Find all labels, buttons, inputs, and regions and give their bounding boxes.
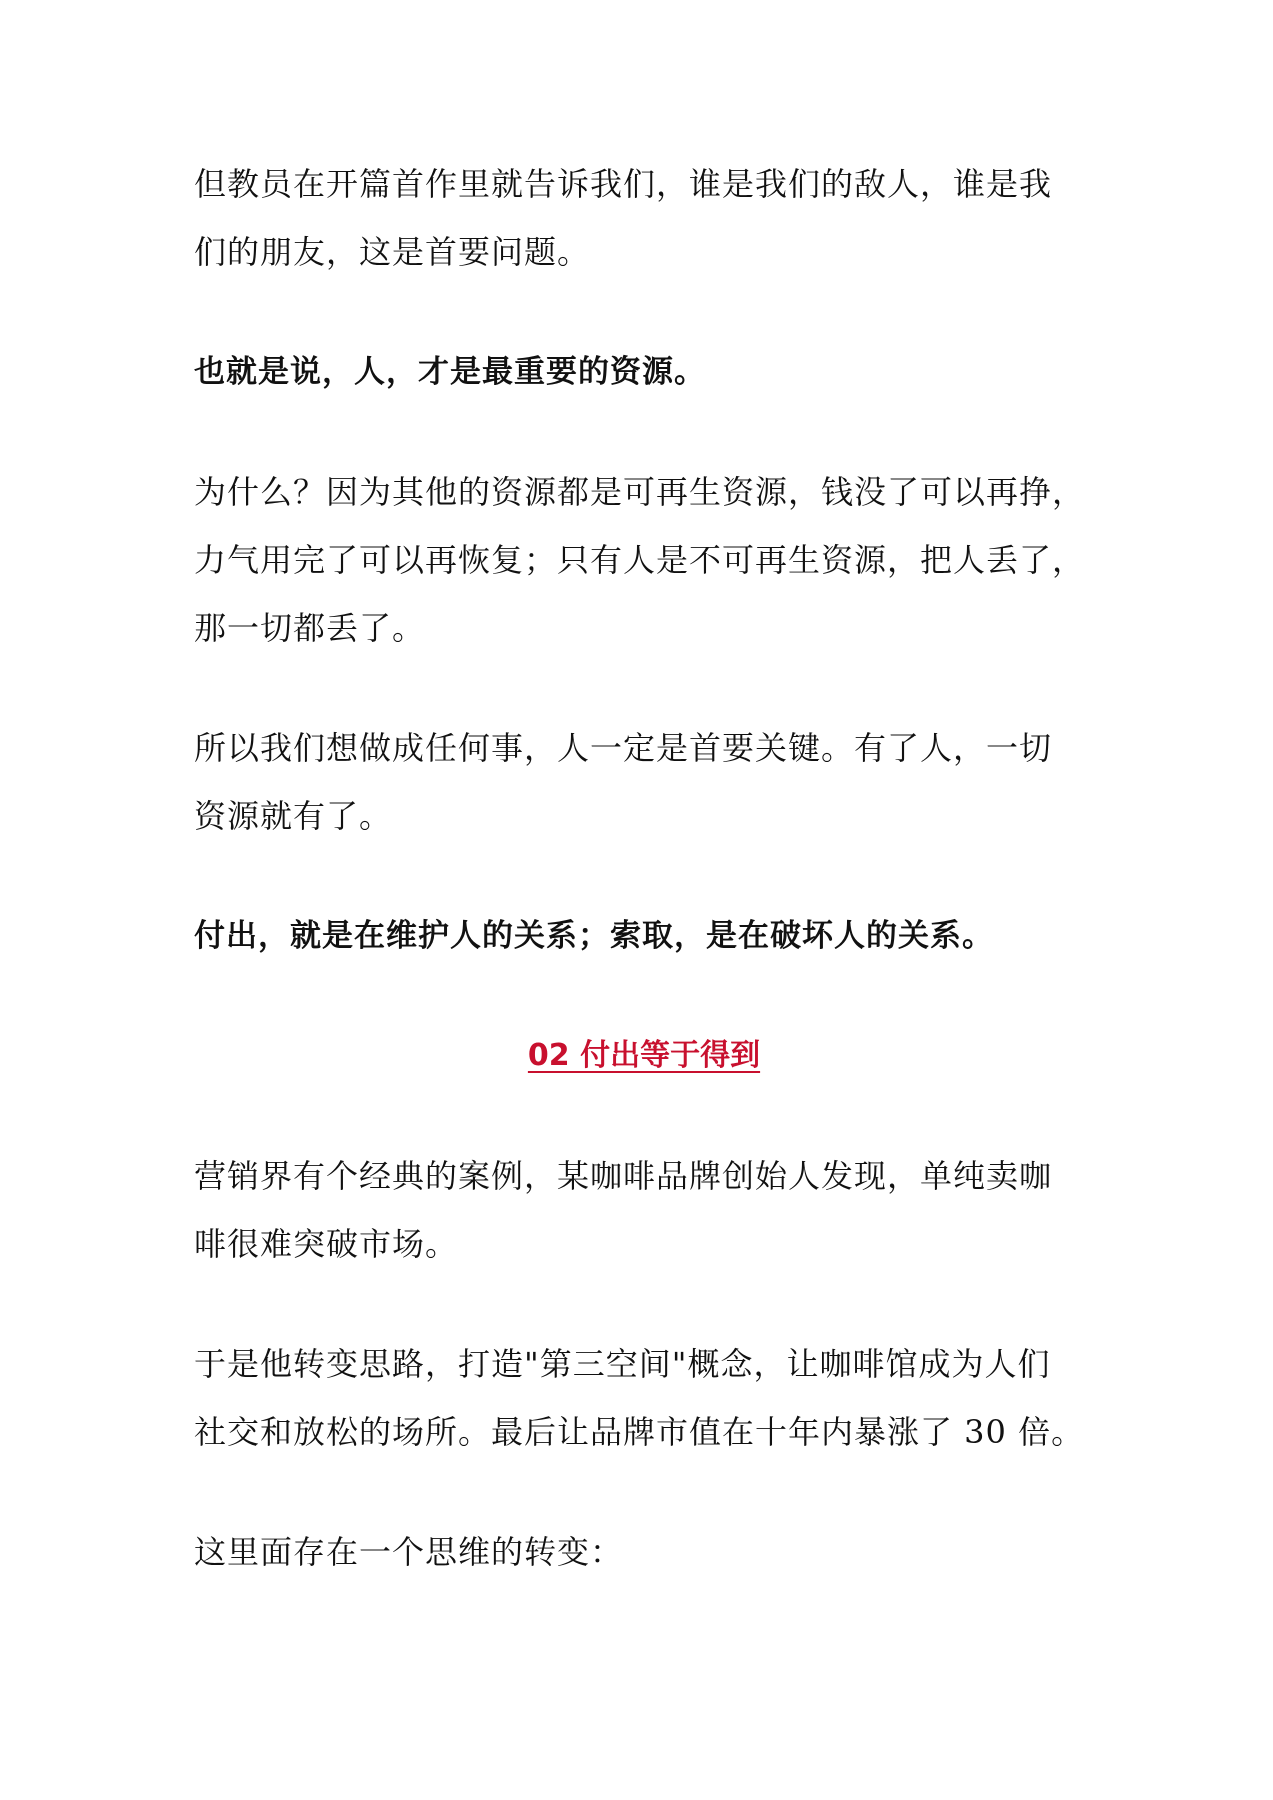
bold-statement-giving-taking: 付出，就是在维护人的关系；索取，是在破坏人的关系。 [194,918,994,954]
paragraph-coffee-case: 营销界有个经典的案例，某咖啡品牌创始人发现，单纯卖咖 啡很难突破市场。 [194,1157,1053,1263]
document-page [194,150,1094,1638]
bold-statement-people-resource: 也就是说，人，才是最重要的资源。 [194,354,706,390]
paragraph-nonrenewable-resource: 为什么？因为其他的资源都是可再生资源，钱没了可以再挣， 力气用完了可以再恢复；只有人是不可再生资源，把人丢了， 那一切都丢了。 [194,473,1086,647]
paragraph-enemies-friends: 但教员在开篇首作里就告诉我们，谁是我们的敌人，谁是我 们的朋友，这是首要问题。 [194,165,1053,271]
paragraph-people-key: 所以我们想做成任何事，人一定是首要关键。有了人，一切 资源就有了。 [194,729,1053,835]
paragraph-mindset-shift: 这里面存在一个思维的转变： [194,1533,624,1571]
section-heading-text: 02 付出等于得到 [527,1038,761,1073]
paragraph-third-space: 于是他转变思路，打造"第三空间"概念，让咖啡馆成为人们 社交和放松的场所。最后让品牌市值在十年内暴涨了 30 倍。 [194,1345,1085,1451]
section-heading [194,1022,1094,1090]
